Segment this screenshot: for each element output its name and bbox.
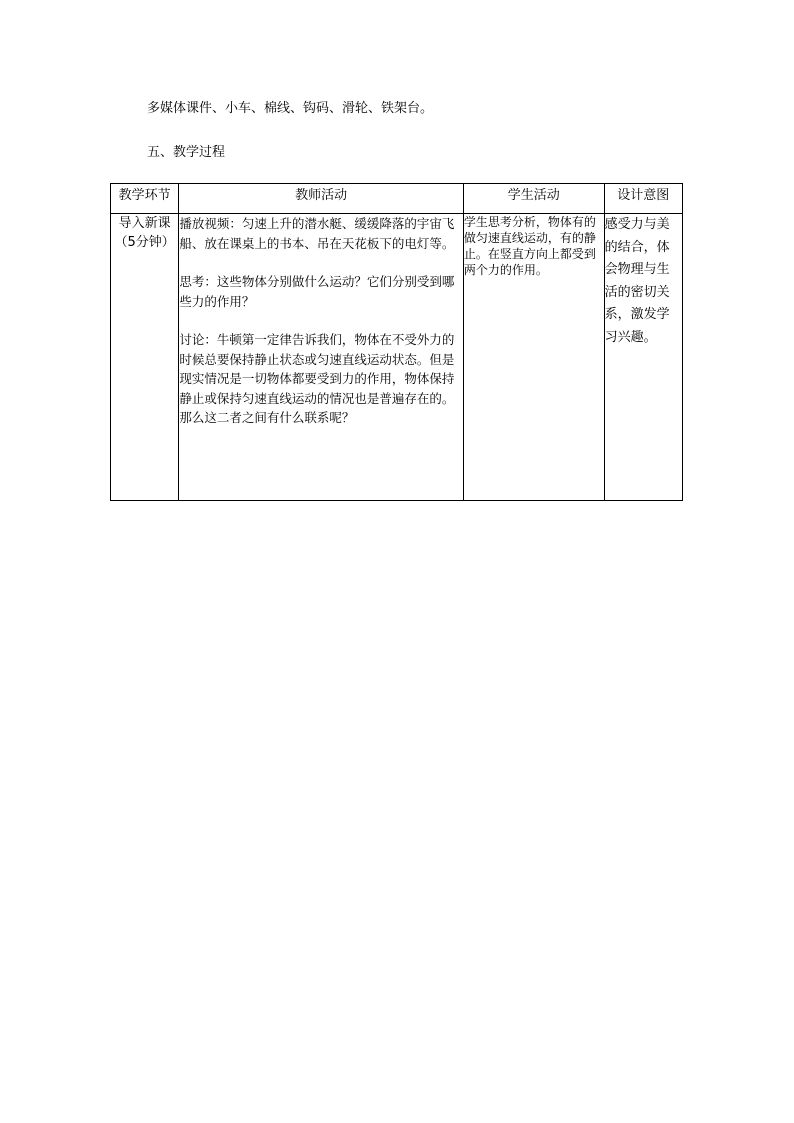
header-teacher-activity: 教师活动	[179, 184, 463, 214]
teacher-paragraph-think: 思考：这些物体分别做什么运动？它们分别受到哪些力的作用？	[179, 274, 455, 309]
section-heading: 五、教学过程	[147, 145, 226, 160]
teacher-paragraph-discuss: 讨论：牛顿第一定律告诉我们，物体在不受外力的时候总要保持静止状态或匀速直线运动状态。但是现实情况是一切物体都要受到力的作用，物体保持静止或保持匀速直线运动的情况也是普遍存在的。那么这二者之间有什么联系呢？	[179, 332, 455, 425]
teacher-paragraph-video: 播放视频：匀速上升的潜水艇、缓缓降落的宇宙飞船、放在课桌上的书本、吊在天花板下的电灯等。	[179, 216, 455, 251]
materials-line: 多媒体课件、小车、棉线、钩码、滑轮、铁架台。	[147, 101, 434, 116]
table-header-row	[111, 184, 683, 214]
table-row	[111, 214, 683, 501]
header-design-intent: 设计意图	[604, 184, 682, 214]
stage-cell	[111, 214, 179, 501]
student-activity-cell: 学生思考分析，物体有的做匀速直线运动，有的静止。在竖直方向上都受到两个力的作用。	[463, 214, 604, 501]
design-intent-cell: 感受力与美的结合，体会物理与生活的密切关系，激发学习兴趣。	[604, 214, 682, 501]
stage-name: 导入新课	[118, 216, 171, 231]
header-stage: 教学环节	[111, 184, 179, 214]
stage-time: （5分钟）	[114, 235, 175, 250]
teaching-process-table	[110, 183, 683, 501]
teacher-activity-cell	[179, 214, 463, 501]
header-student-activity: 学生活动	[463, 184, 604, 214]
